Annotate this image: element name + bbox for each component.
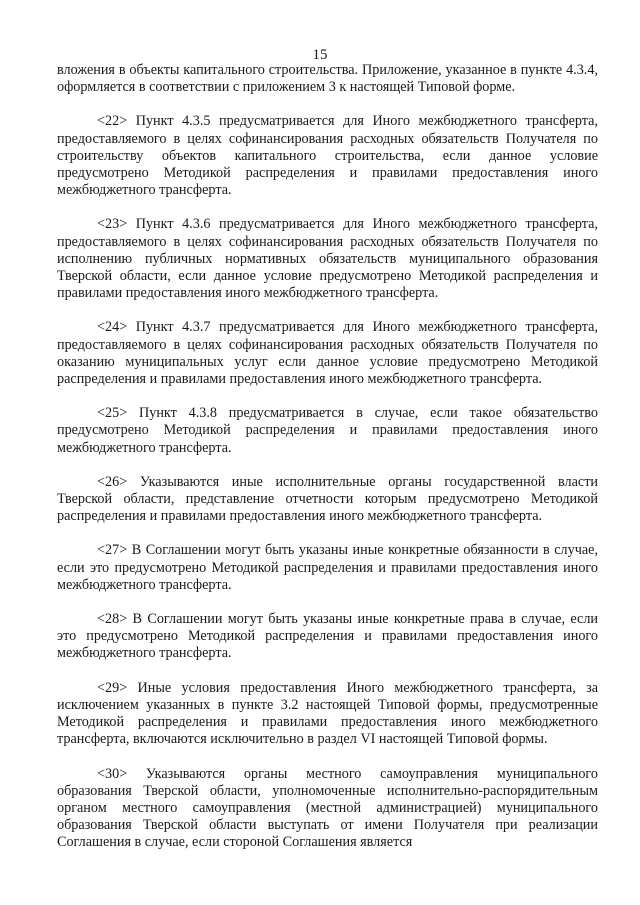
footnote-25: <25> Пункт 4.3.8 предусматривается в случае, если такое обязательство предусмотрено Методикой распределения и правилами предоставления иного межбюджетного трансферта. [57, 405, 598, 456]
footnote-27: <27> В Соглашении могут быть указаны иные конкретные обязанности в случае, если это предусмотрено Методикой распределения и правилами предоставления иного межбюджетного трансферта. [57, 542, 598, 593]
footnote-26: <26> Указываются иные исполнительные органы государственной власти Тверской области, представление отчетности которым предусмотрено Методикой распределения и правилами предоставления иного межбюджетного трансферта. [57, 473, 598, 525]
page-body [57, 62, 598, 869]
footnote-29: <29> Иные условия предоставления Иного межбюджетного трансферта, за исключением указанных в пункте 3.2 настоящей Типовой формы, предусмотренные Методикой распределения и правилами предоставления иного межбюджетного трансферта, включаются исключительно в раздел VI настоящей Типовой формы. [57, 679, 598, 748]
footnote-24: <24> Пункт 4.3.7 предусматривается для Иного межбюджетного трансферта, предоставляемого в целях софинансирования расходных обязательств Получателя по оказанию муниципальных услуг если данное условие предусмотрено Методикой распределения и правилами предоставления иного межбюджетного трансферта. [57, 319, 598, 388]
footnote-23: <23> Пункт 4.3.6 предусматривается для Иного межбюджетного трансферта, предоставляемого в целях софинансирования расходных обязательств Получателя по исполнению публичных нормативных обязательств муниципального образования Тверской области, если данное условие предусмотрено Методикой распределения и правилами предоставления иного межбюджетного трансферта. [57, 216, 598, 302]
page-number: 15 [312, 47, 328, 63]
paragraph-continuation: вложения в объекты капитального строительства. Приложение, указанное в пункте 4.3.4, оформляется в соответствии с приложением 3 к настоящей Типовой форме. [57, 62, 598, 96]
footnote-30: <30> Указываются органы местного самоуправления муниципального образования Тверской области, уполномоченные исполнительно-распорядительным органом местного самоуправления (местной администрацией) муниципального образования Тверской области выступать от имени Получателя при реализации Соглашения в случае, если стороной Соглашения является [57, 765, 598, 851]
footnote-28: <28> В Соглашении могут быть указаны иные конкретные права в случае, если это предусмотрено Методикой распределения и правилами предоставления иного межбюджетного трансферта. [57, 611, 598, 662]
footnote-22: <22> Пункт 4.3.5 предусматривается для Иного межбюджетного трансферта, предоставляемого в целях софинансирования расходных обязательств Получателя по строительству объектов капитального строительства, если данное условие предусмотрено Методикой распределения и правилами предоставления иного межбюджетного трансферта. [57, 113, 598, 199]
